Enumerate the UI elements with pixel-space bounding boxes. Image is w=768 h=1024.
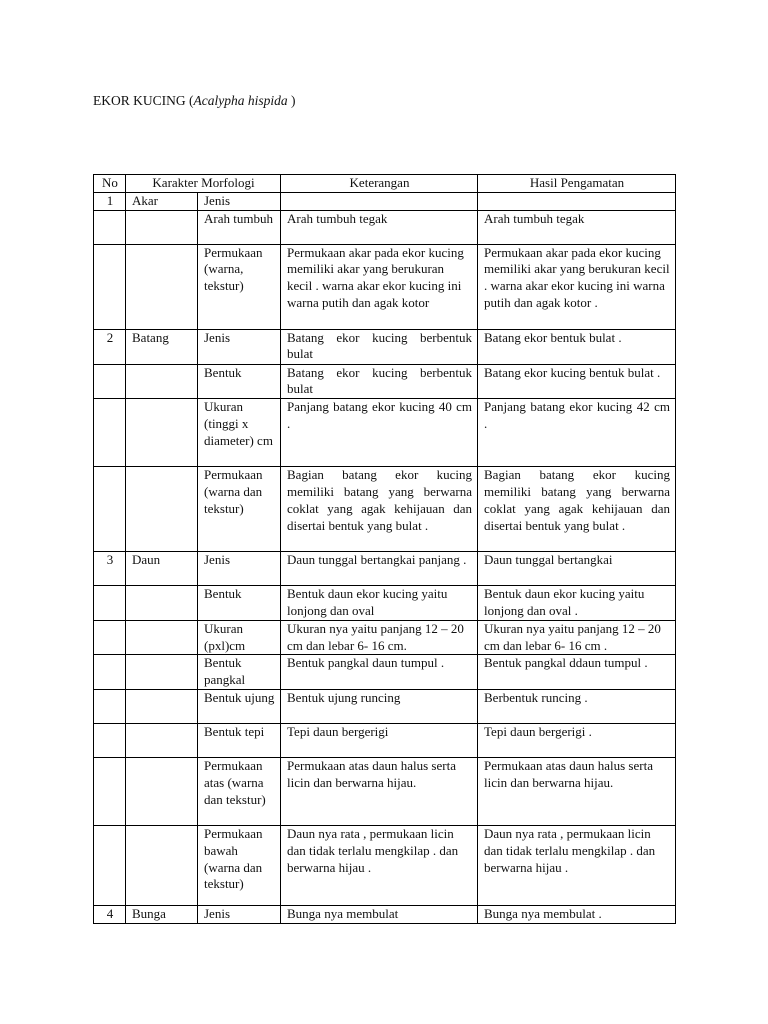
morphology-table <box>93 174 676 924</box>
header-row <box>94 175 676 193</box>
cell-keterangan: Daun tunggal bertangkai panjang . <box>281 552 478 586</box>
cell-organ <box>126 244 198 329</box>
table-row <box>94 467 676 552</box>
cell-keterangan: Permukaan atas daun halus serta licin dan berwarna hijau. <box>281 757 478 825</box>
cell-hasil: Ukuran nya yaitu panjang 12 – 20 cm dan lebar 6- 16 cm . <box>478 620 676 655</box>
table-row <box>94 552 676 586</box>
cell-keterangan: Batang ekor kucing berbentuk bulat <box>281 329 478 364</box>
table-row <box>94 620 676 655</box>
table-row <box>94 364 676 399</box>
cell-no <box>94 757 126 825</box>
cell-organ <box>126 825 198 905</box>
cell-organ <box>126 210 198 244</box>
cell-keterangan: Permukaan akar pada ekor kucing memiliki akar yang berukuran kecil . warna akar ekor kucing ini warna putih dan agak kotor <box>281 244 478 329</box>
cell-hasil: Arah tumbuh tegak <box>478 210 676 244</box>
cell-aspek: Jenis <box>198 192 281 210</box>
cell-keterangan: Ukuran nya yaitu panjang 12 – 20 cm dan lebar 6- 16 cm. <box>281 620 478 655</box>
cell-no: 4 <box>94 905 126 923</box>
title-latin: Acalypha hispida <box>193 93 288 108</box>
cell-organ <box>126 757 198 825</box>
cell-aspek: Jenis <box>198 905 281 923</box>
cell-keterangan: Daun nya rata , permukaan licin dan tidak terlalu mengkilap . dan berwarna hijau . <box>281 825 478 905</box>
cell-aspek: Permukaan (warna, tekstur) <box>198 244 281 329</box>
cell-organ: Akar <box>126 192 198 210</box>
cell-aspek: Bentuk tepi <box>198 723 281 757</box>
cell-aspek: Ukuran (tinggi x diameter) cm <box>198 399 281 467</box>
cell-keterangan: Bagian batang ekor kucing memiliki batang yang berwarna coklat yang agak kehijauan dan disertai bentuk yang bulat . <box>281 467 478 552</box>
cell-keterangan: Bentuk daun ekor kucing yaitu lonjong dan oval <box>281 586 478 621</box>
cell-hasil: Permukaan atas daun halus serta licin dan berwarna hijau. <box>478 757 676 825</box>
cell-hasil <box>478 192 676 210</box>
cell-aspek: Arah tumbuh <box>198 210 281 244</box>
cell-aspek: Ukuran (pxl)cm <box>198 620 281 655</box>
cell-no <box>94 655 126 690</box>
cell-hasil: Panjang batang ekor kucing 42 cm . <box>478 399 676 467</box>
cell-hasil: Bentuk pangkal ddaun tumpul . <box>478 655 676 690</box>
cell-no <box>94 467 126 552</box>
cell-hasil: Bentuk daun ekor kucing yaitu lonjong dan oval . <box>478 586 676 621</box>
table-row <box>94 210 676 244</box>
table-row <box>94 192 676 210</box>
cell-keterangan: Bentuk pangkal daun tumpul . <box>281 655 478 690</box>
cell-aspek: Bentuk pangkal <box>198 655 281 690</box>
cell-no <box>94 825 126 905</box>
page-title <box>93 92 296 110</box>
cell-aspek: Jenis <box>198 552 281 586</box>
cell-no: 1 <box>94 192 126 210</box>
title-main: EKOR KUCING ( <box>93 93 194 108</box>
cell-hasil: Bunga nya membulat . <box>478 905 676 923</box>
cell-aspek: Bentuk <box>198 364 281 399</box>
cell-keterangan: Bentuk ujung runcing <box>281 689 478 723</box>
cell-no <box>94 210 126 244</box>
cell-organ: Batang <box>126 329 198 364</box>
cell-aspek: Jenis <box>198 329 281 364</box>
cell-aspek: Permukaan bawah (warna dan tekstur) <box>198 825 281 905</box>
table-row <box>94 586 676 621</box>
cell-hasil: Batang ekor bentuk bulat . <box>478 329 676 364</box>
cell-organ <box>126 689 198 723</box>
cell-aspek: Bentuk <box>198 586 281 621</box>
table-row <box>94 655 676 690</box>
cell-organ <box>126 467 198 552</box>
cell-organ <box>126 723 198 757</box>
table-row <box>94 329 676 364</box>
cell-keterangan: Tepi daun bergerigi <box>281 723 478 757</box>
cell-hasil: Daun nya rata , permukaan licin dan tidak terlalu mengkilap . dan berwarna hijau . <box>478 825 676 905</box>
cell-no <box>94 399 126 467</box>
cell-no <box>94 620 126 655</box>
cell-keterangan: Batang ekor kucing berbentuk bulat <box>281 364 478 399</box>
cell-no: 3 <box>94 552 126 586</box>
header-no: No <box>94 175 126 193</box>
cell-organ <box>126 655 198 690</box>
cell-no <box>94 723 126 757</box>
cell-organ <box>126 364 198 399</box>
cell-hasil: Permukaan akar pada ekor kucing memiliki akar yang berukuran kecil . warna akar ekor kucing ini warna putih dan agak kotor . <box>478 244 676 329</box>
header-keterangan: Keterangan <box>281 175 478 193</box>
cell-keterangan: Panjang batang ekor kucing 40 cm . <box>281 399 478 467</box>
cell-organ <box>126 586 198 621</box>
cell-hasil: Bagian batang ekor kucing memiliki batang yang berwarna coklat yang agak kehijauan dan disertai bentuk yang bulat . <box>478 467 676 552</box>
cell-organ <box>126 399 198 467</box>
cell-aspek: Permukaan atas (warna dan tekstur) <box>198 757 281 825</box>
table-row <box>94 244 676 329</box>
cell-keterangan: Arah tumbuh tegak <box>281 210 478 244</box>
table-row <box>94 757 676 825</box>
cell-organ <box>126 620 198 655</box>
cell-no: 2 <box>94 329 126 364</box>
cell-organ: Bunga <box>126 905 198 923</box>
cell-aspek: Bentuk ujung <box>198 689 281 723</box>
cell-no <box>94 689 126 723</box>
cell-no <box>94 586 126 621</box>
header-karakter: Karakter Morfologi <box>126 175 281 193</box>
table-row <box>94 399 676 467</box>
cell-hasil: Batang ekor kucing bentuk bulat . <box>478 364 676 399</box>
cell-no <box>94 244 126 329</box>
header-hasil: Hasil Pengamatan <box>478 175 676 193</box>
cell-aspek: Permukaan (warna dan tekstur) <box>198 467 281 552</box>
cell-keterangan: Bunga nya membulat <box>281 905 478 923</box>
cell-hasil: Tepi daun bergerigi . <box>478 723 676 757</box>
cell-organ: Daun <box>126 552 198 586</box>
table-row <box>94 723 676 757</box>
cell-no <box>94 364 126 399</box>
title-close: ) <box>287 93 296 108</box>
cell-hasil: Daun tunggal bertangkai <box>478 552 676 586</box>
cell-keterangan <box>281 192 478 210</box>
table-row <box>94 689 676 723</box>
table-row <box>94 825 676 905</box>
cell-hasil: Berbentuk runcing . <box>478 689 676 723</box>
table-row <box>94 905 676 923</box>
